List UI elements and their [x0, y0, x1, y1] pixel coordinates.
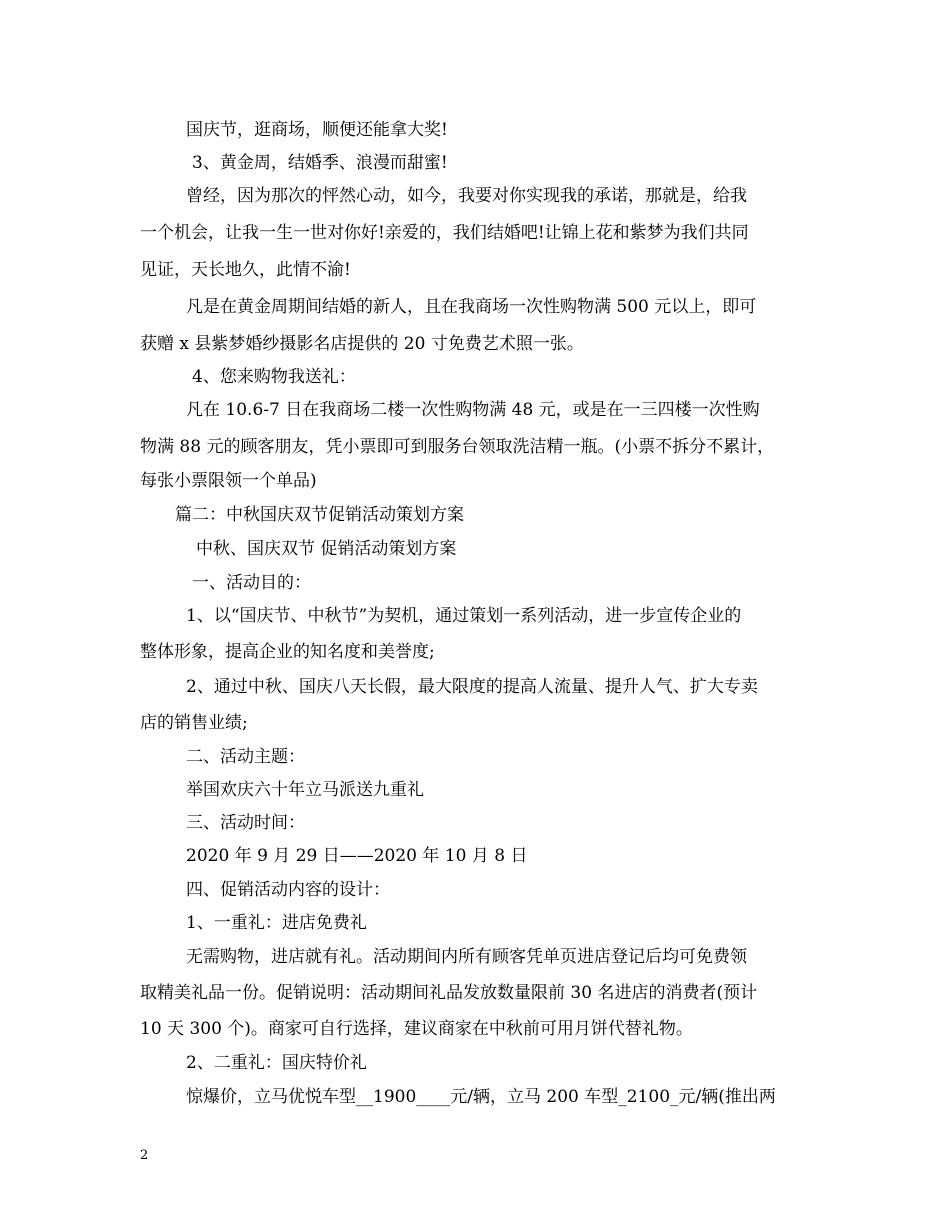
- text-line: 凡在 10.6-7 日在我商场二楼一次性购物满 48 元，或是在一三四楼一次性购: [186, 400, 760, 420]
- text-line: 2020 年 9 月 29 日——2020 年 10 月 8 日: [186, 846, 528, 866]
- text-line: 3、黄金周，结婚季、浪漫而甜蜜!: [192, 153, 448, 173]
- document-title: 中秋、国庆双节 促销活动策划方案: [196, 539, 457, 559]
- text-line: 获赠 x 县紫梦婚纱摄影名店提供的 20 寸免费艺术照一张。: [140, 334, 584, 354]
- text-line: 无需购物，进店就有礼。活动期间内所有顾客凭单页进店登记后均可免费领: [186, 947, 747, 967]
- text-line: 1、一重礼：进店免费礼: [186, 913, 367, 933]
- text-line: 惊爆价，立马优悦车型__1900____元/辆，立马 200 车型_2100_元/辆(推出两: [186, 1087, 776, 1107]
- text-line: 见证，天长地久，此情不渝!: [140, 260, 351, 280]
- section-heading: 三、活动时间：: [186, 813, 305, 833]
- text-line: 整体形象，提高企业的知名度和美誉度;: [140, 642, 435, 662]
- text-line: 2、二重礼：国庆特价礼: [186, 1053, 367, 1073]
- page-number: 2: [140, 1148, 149, 1163]
- text-line: 举国欢庆六十年立马派送九重礼: [186, 780, 424, 800]
- text-line: 物满 88 元的顾客朋友，凭小票即可到服务台领取洗洁精一瓶。(小票不拆分不累计，: [140, 437, 775, 457]
- section-heading: 一、活动目的：: [192, 573, 311, 593]
- text-line: 4、您来购物我送礼：: [192, 367, 356, 387]
- text-line: 2、通过中秋、国庆八天长假，最大限度的提高人流量、提升人气、扩大专卖: [186, 677, 758, 697]
- text-line: 一个机会，让我一生一世对你好!亲爱的，我们结婚吧!让锦上花和紫梦为我们共同: [140, 223, 749, 243]
- text-line: 10 天 300 个)。商家可自行选择，建议商家在中秋前可用月饼代替礼物。: [140, 1019, 693, 1039]
- section-heading: 四、促销活动内容的设计：: [186, 880, 390, 900]
- text-line: 曾经，因为那次的怦然心动，如今，我要对你实现我的承诺，那就是，给我: [186, 186, 747, 206]
- text-line: 国庆节，逛商场，顺便还能拿大奖!: [186, 120, 448, 140]
- section-heading: 二、活动主题：: [186, 747, 305, 767]
- section-heading: 篇二：中秋国庆双节促销活动策划方案: [175, 505, 464, 525]
- text-line: 凡是在黄金周期间结婚的新人，且在我商场一次性购物满 500 元以上，即可: [186, 297, 757, 317]
- text-line: 店的销售业绩;: [140, 713, 248, 733]
- text-line: 取精美礼品一份。促销说明：活动期间礼品发放数量限前 30 名进店的消费者(预计: [140, 983, 758, 1003]
- text-line: 1、以“国庆节、中秋节”为契机，通过策划一系列活动，进一步宣传企业的: [186, 606, 742, 626]
- text-line: 每张小票限领一个单品): [140, 471, 317, 491]
